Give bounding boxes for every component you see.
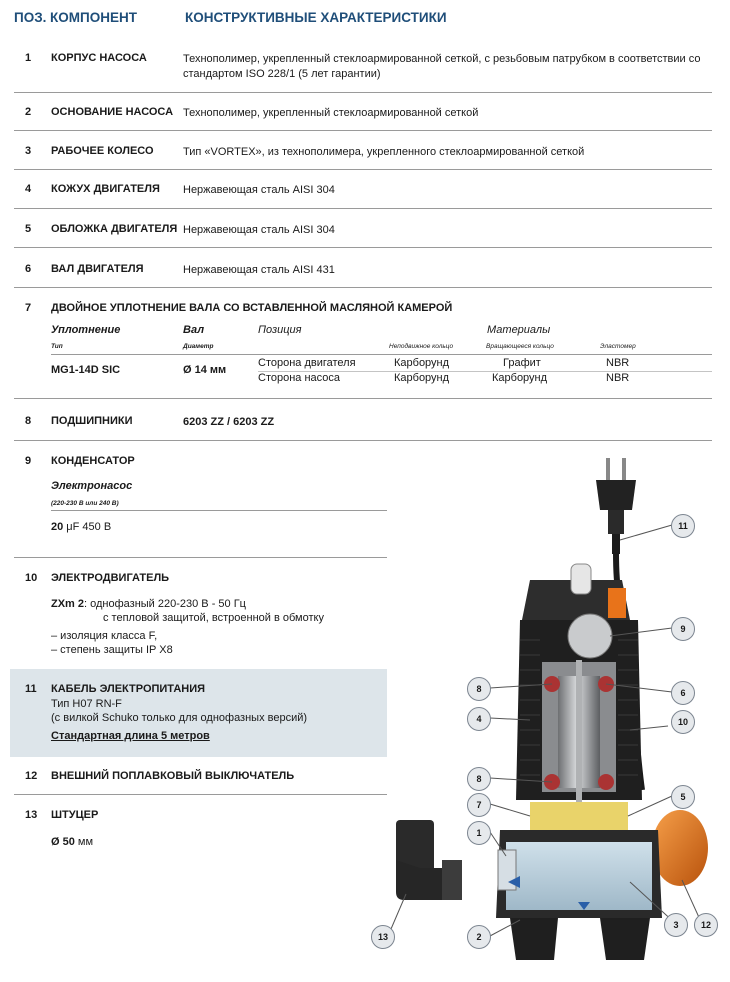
callout-10: 10 <box>671 710 695 734</box>
seal-position: Сторона двигателя <box>258 357 356 369</box>
shaft-diameter: Ø 14 мм <box>183 364 227 376</box>
seal-col-header: Уплотнение <box>51 324 121 336</box>
component-name: КОРПУС НАСОСА <box>51 52 147 64</box>
component-name: ОБЛОЖКА ДВИГАТЕЛЯ <box>51 223 178 235</box>
rotating-ring-material: Карборунд <box>492 372 548 384</box>
row-divider <box>51 510 387 511</box>
row-number: 8 <box>25 415 32 427</box>
component-name: КОНДЕНСАТОР <box>51 455 135 467</box>
seal-type: MG1-14D SIC <box>51 364 121 376</box>
row-divider <box>14 794 387 795</box>
callout-13: 13 <box>371 925 395 949</box>
motor-line: : однофазный 220-230 В - 50 Гц <box>84 598 246 610</box>
row-number: 3 <box>25 145 32 157</box>
cable-note: (с вилкой Schuko только для однофазных версий) <box>51 712 308 724</box>
capacitor-unit: μF 450 В <box>63 521 112 533</box>
elastomer-material: NBR <box>606 372 630 384</box>
row-divider <box>14 130 712 131</box>
row-number: 4 <box>25 183 32 195</box>
callout-7: 7 <box>467 793 491 817</box>
component-name: КАБЕЛЬ ЭЛЕКТРОПИТАНИЯ <box>51 683 206 695</box>
component-desc: Нержавеющая сталь AISI 431 <box>183 264 335 276</box>
type-subheader: Тип <box>51 343 63 350</box>
diameter-subheader: Диаметр <box>183 343 214 350</box>
bearings-value: 6203 ZZ / 6203 ZZ <box>183 416 275 428</box>
component-desc: Тип «VORTEX», из технополимера, укрепленного стеклоармированной сеткой <box>183 146 585 158</box>
fixed-ring-subheader: Неподвижное кольцо <box>389 343 454 350</box>
header-component: КОМПОНЕНТ <box>50 10 137 25</box>
row-number: 6 <box>25 263 32 275</box>
row-number: 13 <box>25 809 38 821</box>
component-desc: Нержавеющая сталь AISI 304 <box>183 184 335 196</box>
component-name: ШТУЦЕР <box>51 809 99 821</box>
row-number: 10 <box>25 572 38 584</box>
callout-8b: 8 <box>467 767 491 791</box>
component-name: ДВОЙНОЕ УПЛОТНЕНИЕ ВАЛА СО ВСТАВЛЕННОЙ МАСЛЯНОЙ КАМЕРОЙ <box>51 302 453 314</box>
component-name: РАБОЧЕЕ КОЛЕСО <box>51 145 154 157</box>
row-number: 5 <box>25 223 32 235</box>
row-number: 12 <box>25 770 38 782</box>
row-number: 7 <box>25 302 32 314</box>
callout-5: 5 <box>671 785 695 809</box>
fixed-ring-material: Карборунд <box>394 372 450 384</box>
row-divider <box>14 398 712 399</box>
row-divider <box>14 169 712 170</box>
callout-6: 6 <box>671 681 695 705</box>
component-name: ЭЛЕКТРОДВИГАТЕЛЬ <box>51 572 170 584</box>
motor-bullet: – изоляция класса F, <box>51 630 158 642</box>
elastomer-material: NBR <box>606 357 630 369</box>
plug-icon <box>596 458 636 554</box>
float-switch-icon <box>652 810 708 886</box>
component-desc: Нержавеющая сталь AISI 304 <box>183 224 335 236</box>
fitting-value: Ø 50 <box>51 836 75 848</box>
callout-8: 8 <box>467 677 491 701</box>
motor-model: ZXm 2 <box>51 598 85 610</box>
header-specs: КОНСТРУКТИВНЫЕ ХАРАКТЕРИСТИКИ <box>185 10 447 25</box>
row-number: 11 <box>25 683 37 695</box>
component-desc: Технополимер, укрепленный стеклоармированной сеткой, с резьбовым патрубком в соответствии со стандартом ISO 228/1 (5 лет гарантии) <box>183 53 701 80</box>
fitting-unit: мм <box>74 836 94 848</box>
shaft-col-header: Вал <box>183 324 205 336</box>
row-number: 9 <box>25 455 32 467</box>
capacitor-value: 20 <box>51 521 64 533</box>
component-name: ВНЕШНИЙ ПОПЛАВКОВЫЙ ВЫКЛЮЧАТЕЛЬ <box>51 770 295 782</box>
row-divider <box>14 287 712 288</box>
rotating-ring-subheader: Вращающееся кольцо <box>486 343 554 350</box>
fitting-icon <box>396 820 462 900</box>
component-desc: Технополимер, укрепленный стеклоармированной сеткой <box>183 107 479 119</box>
row-number: 2 <box>25 106 32 118</box>
elastomer-subheader: Эластомер <box>600 343 636 350</box>
row-divider <box>14 208 712 209</box>
materials-col-header: Материалы <box>487 324 551 336</box>
capacitor-voltage: (220-230 В или 240 В) <box>51 500 119 507</box>
component-name: КОЖУХ ДВИГАТЕЛЯ <box>51 183 160 195</box>
cable-length: Стандартная длина 5 метров <box>51 730 210 742</box>
capacitor-subtitle: Электронасос <box>51 480 133 492</box>
rotating-ring-material: Графит <box>503 357 541 369</box>
row-divider <box>14 557 387 558</box>
motor-bullet: – степень защиты IP X8 <box>51 644 173 656</box>
seal-position: Сторона насоса <box>258 372 341 384</box>
row-divider <box>51 354 712 355</box>
header-pos: ПОЗ. <box>14 10 47 25</box>
fixed-ring-material: Карборунд <box>394 357 450 369</box>
callout-1: 1 <box>467 821 491 845</box>
cable-type: Тип H07 RN-F <box>51 698 122 710</box>
component-name: ПОДШИПНИКИ <box>51 415 133 427</box>
callout-11: 11 <box>671 514 695 538</box>
callout-2: 2 <box>467 925 491 949</box>
row-number: 1 <box>25 52 32 64</box>
callout-3: 3 <box>664 913 688 937</box>
callout-4: 4 <box>467 707 491 731</box>
component-name: ОСНОВАНИЕ НАСОСА <box>51 106 174 118</box>
component-name: ВАЛ ДВИГАТЕЛЯ <box>51 263 144 275</box>
motor-line: с тепловой защитой, встроенной в обмотку <box>103 612 324 624</box>
callout-9: 9 <box>671 617 695 641</box>
callout-12: 12 <box>694 913 718 937</box>
row-divider <box>14 92 712 93</box>
position-col-header: Позиция <box>258 324 302 336</box>
row-divider <box>14 247 712 248</box>
